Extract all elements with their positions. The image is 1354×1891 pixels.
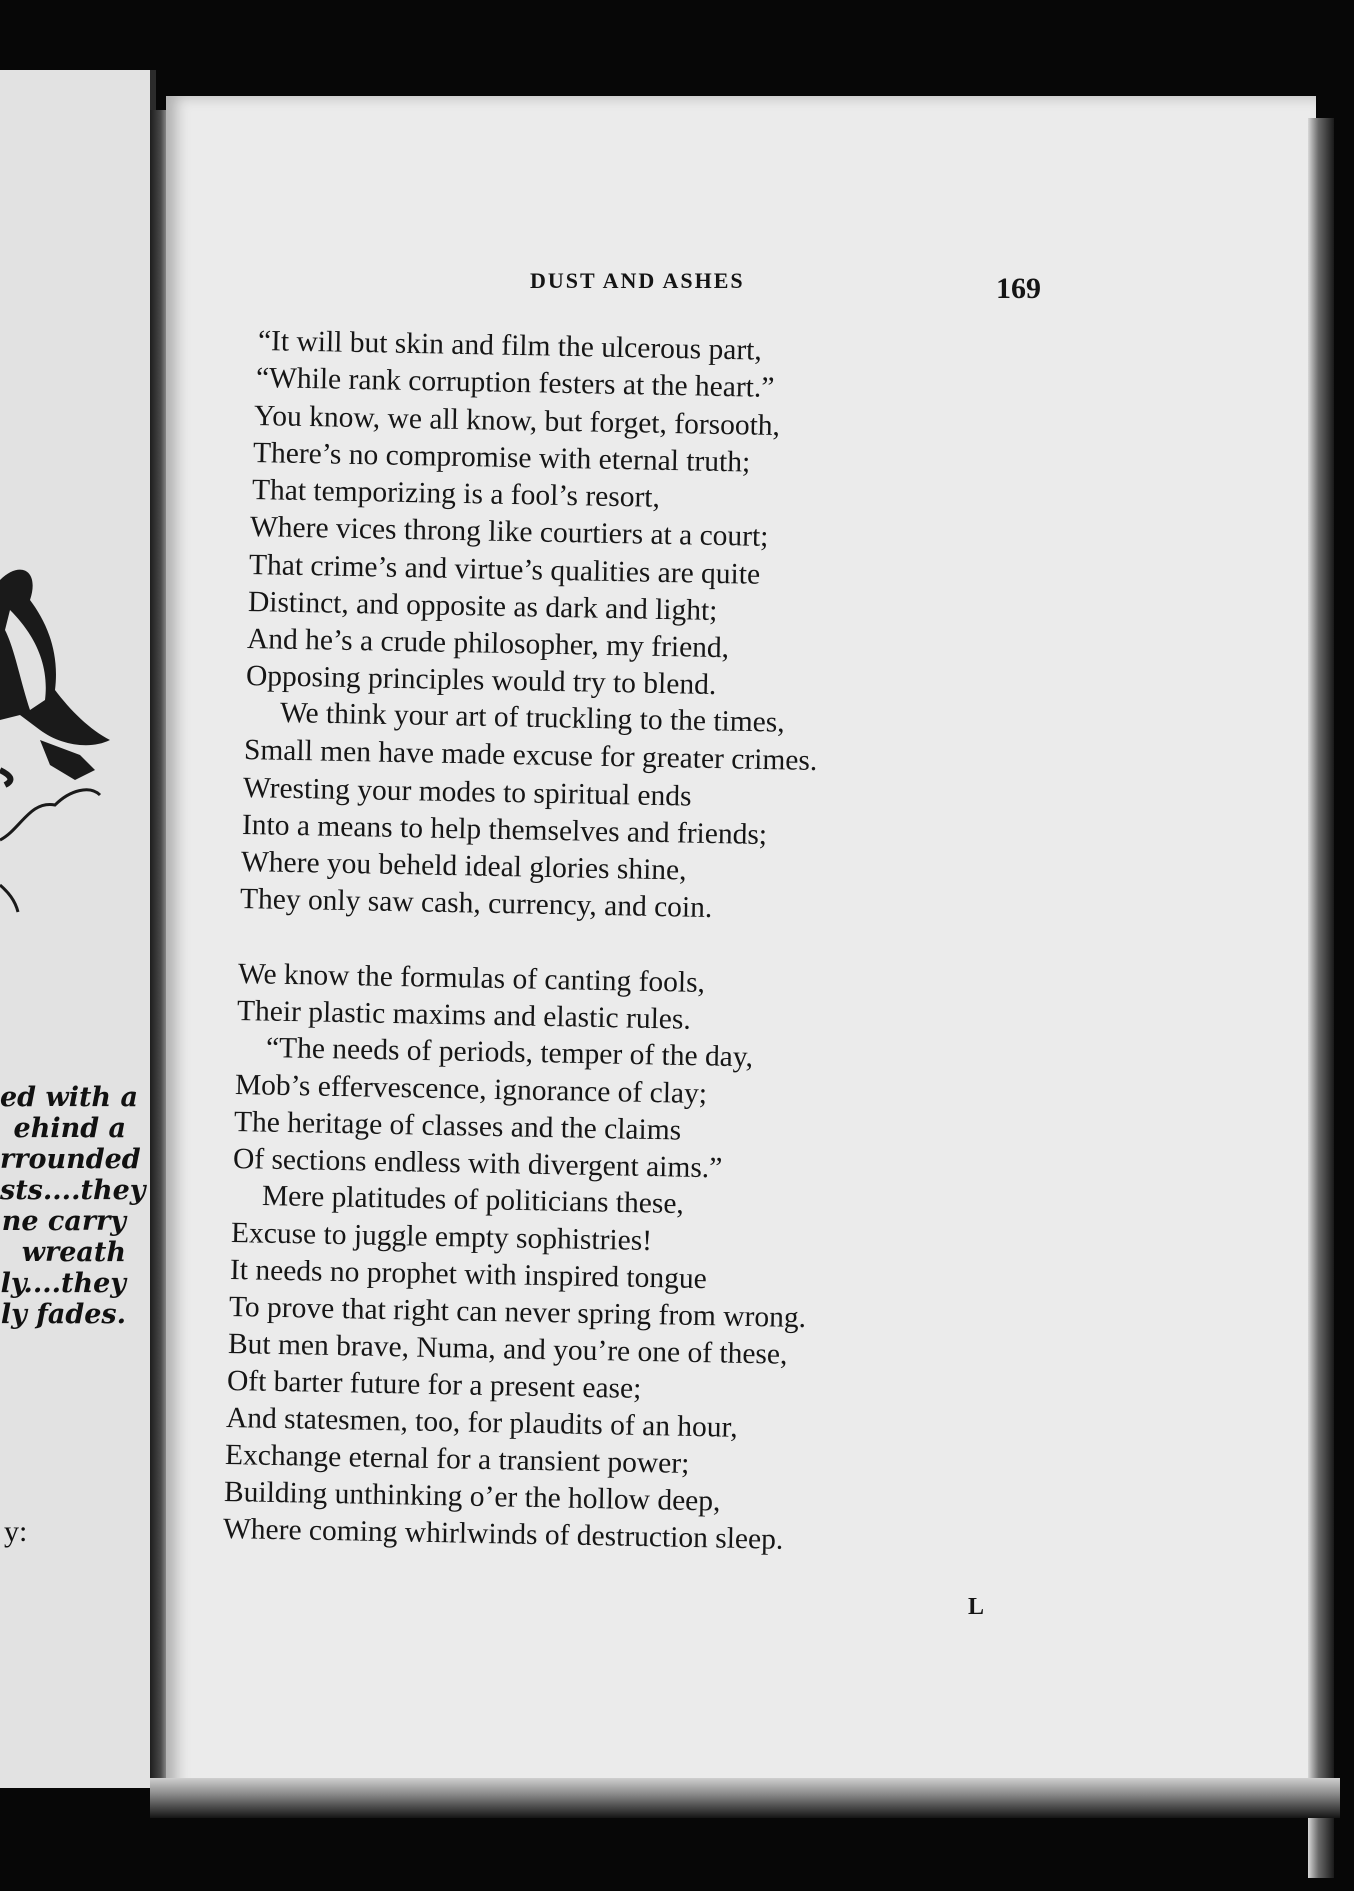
poem-line: To prove that right can never spring from wrong. xyxy=(228,1291,807,1335)
caption-line: ne carry xyxy=(1,1206,126,1237)
caption-line: ehind a xyxy=(13,1113,126,1144)
poem-line: Their plastic maxims and elastic rules. xyxy=(236,995,692,1036)
poem-line: And statesmen, too, for plaudits of an hour, xyxy=(225,1402,738,1444)
caption-line: sts....they xyxy=(0,1175,146,1206)
caption-line: ly....they xyxy=(0,1268,126,1299)
caption-line: ed with a xyxy=(0,1082,138,1113)
left-page-fragment: y: xyxy=(4,1515,28,1548)
poem-line: Wresting your modes to spiritual ends xyxy=(242,772,692,813)
page-number: 169 xyxy=(996,272,1041,305)
poem-line: Where coming whirlwinds of destruction sleep. xyxy=(222,1513,784,1556)
poem-line: And he’s a crude philosopher, my friend, xyxy=(246,623,730,665)
poem-line: We think your art of truckling to the times, xyxy=(279,697,785,739)
poem-line: Distinct, and opposite as dark and light; xyxy=(247,586,718,628)
running-title: DUST AND ASHES xyxy=(530,268,745,293)
poem-line: Opposing principles would try to blend. xyxy=(245,660,717,702)
caption-line: ly fades. xyxy=(0,1299,126,1330)
poem-line: Into a means to help themselves and friends; xyxy=(241,809,768,852)
poem-line: There’s no compromise with eternal truth; xyxy=(252,437,751,479)
poem-line: Mob’s effervescence, ignorance of clay; xyxy=(234,1069,708,1111)
poem-line: Building unthinking o’er the hollow deep, xyxy=(223,1476,721,1518)
poem-line: They only saw cash, currency, and coin. xyxy=(239,883,713,925)
poem-line: We know the formulas of canting fools, xyxy=(237,958,706,999)
poem-line: “The needs of periods, temper of the day, xyxy=(265,1032,754,1074)
poem-line: Where vices throng like courtiers at a court; xyxy=(249,511,769,553)
poem-line: “While rank corruption festers at the heart.” xyxy=(255,362,775,404)
poem-line: “It will but skin and film the ulcerous part, xyxy=(257,325,763,367)
poem-line: That crime’s and virtue’s qualities are quite xyxy=(248,549,761,591)
caption-line: rrounded xyxy=(0,1144,141,1175)
poem-line: Of sections endless with divergent aims.” xyxy=(232,1143,723,1185)
poem-line: It needs no prophet with inspired tongue xyxy=(229,1254,708,1296)
poem-line: That temporizing is a fool’s resort, xyxy=(251,474,661,514)
poem-line: Mere platitudes of politicians these, xyxy=(261,1180,685,1221)
poem-line: Small men have made excuse for greater crimes. xyxy=(243,734,818,778)
poem-line: But men brave, Numa, and you’re one of these, xyxy=(227,1328,788,1371)
poem-line: Excuse to juggle empty sophistries! xyxy=(230,1217,653,1258)
poem-line: Exchange eternal for a transient power; xyxy=(224,1439,690,1480)
signature-mark: L xyxy=(968,1594,985,1620)
poem-line: Oft barter future for a present ease; xyxy=(226,1365,642,1405)
caption-line: wreath xyxy=(21,1237,126,1268)
poem-line: The heritage of classes and the claims xyxy=(233,1106,682,1147)
poem-line: Where you beheld ideal glories shine, xyxy=(240,846,687,887)
poem-line: You know, we all know, but forget, forsooth, xyxy=(253,400,781,443)
